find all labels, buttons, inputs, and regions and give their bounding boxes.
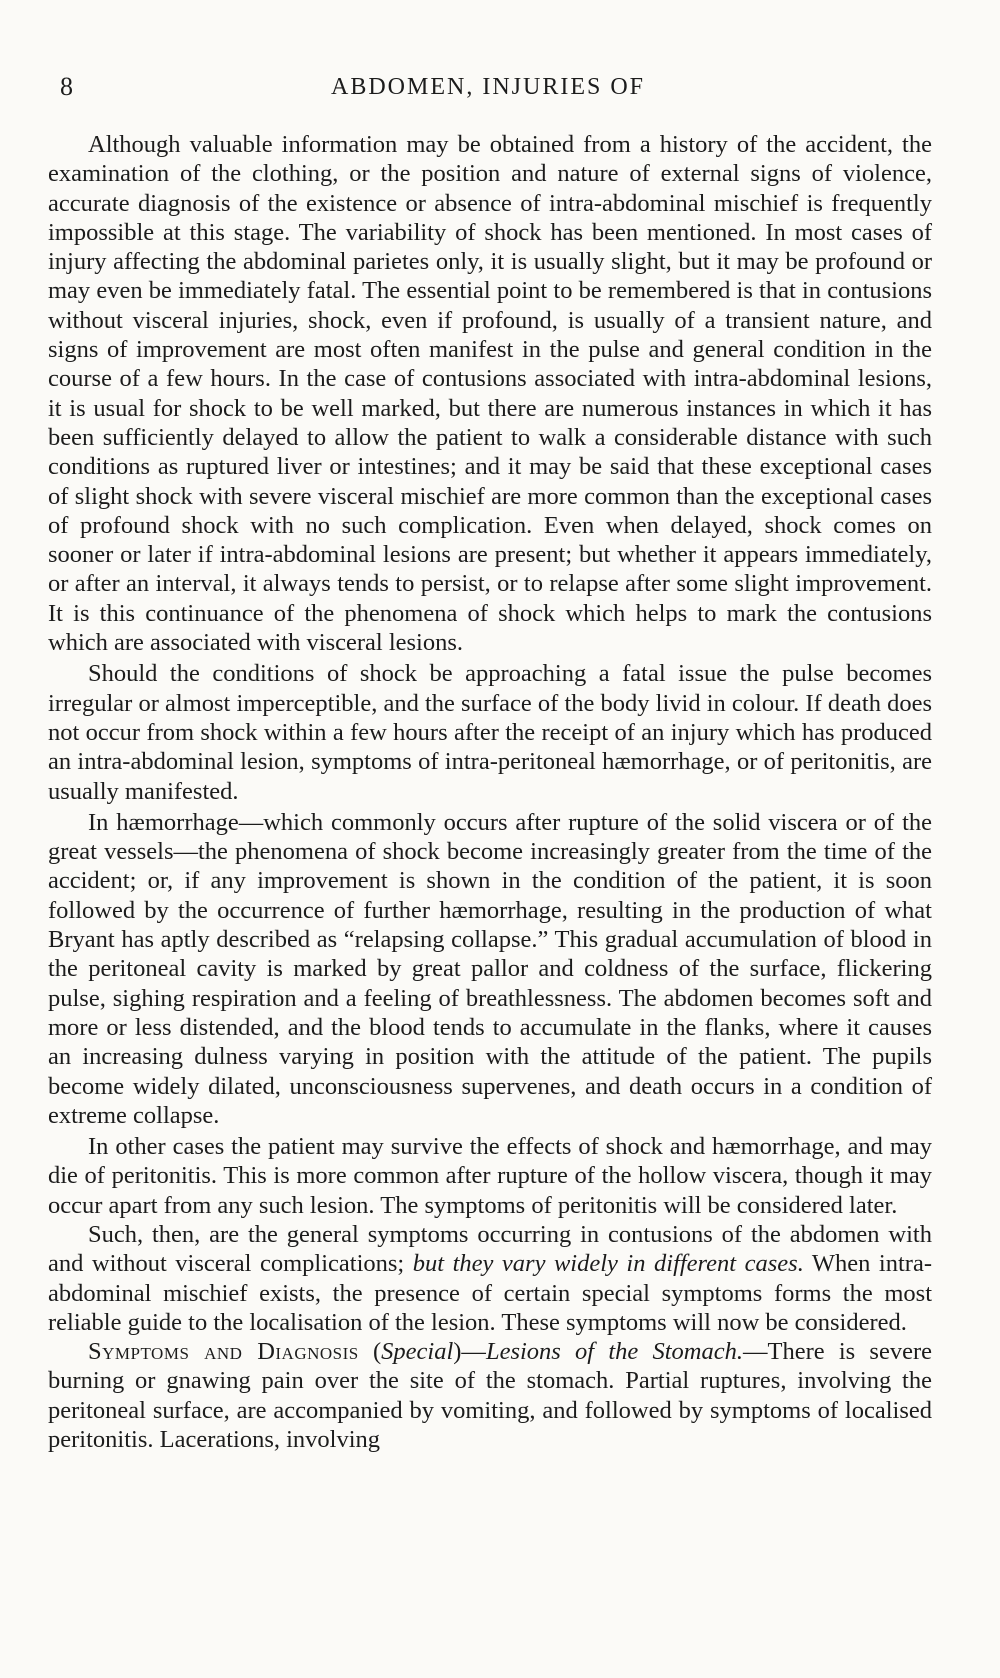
paragraph-6-italic-subhead: Lesions of the Stomach.	[485, 1338, 743, 1366]
paragraph-5-text-after: When intra-abdominal mischief exists, the presence of certain special symptoms forms the most reliable guide to the localisation of the lesion. These symptoms will now be considered.	[48, 1250, 932, 1336]
page-header	[48, 72, 928, 112]
paragraph-2: Should the conditions of shock be approaching a fatal issue the pulse becomes irregular or almost imperceptible, and the surface of the body livid in colour. If death does not occur from shock within a few hours after the receipt of an injury which has produced an intra-abdominal lesion, symptoms of intra-peritoneal hæmorrhage, or of peritonitis, are usually manifested.	[48, 660, 932, 805]
paragraph-6-italic-special: Special	[381, 1338, 454, 1366]
paragraph-5	[48, 1220, 932, 1337]
paragraph-6-open-paren: (	[358, 1338, 382, 1366]
page-number: 8	[60, 72, 74, 101]
paragraph-1: Although valuable information may be obtained from a history of the accident, the examination of the clothing, or the position and nature of external signs of violence, accurate diagnosis of the existence or absence of intra-abdominal mischief is frequently impossible at this stage. The variability of shock has been mentioned. In most cases of injury affecting the abdominal parietes only, it is usually slight, but it may be profound or may even be immediately fatal. The essential point to be remembered is that in contusions without visceral injuries, shock, even if profound, is usually of a transient nature, and signs of improvement are most often manifest in the pulse and general condition in the course of a few hours. In the case of contusions associated with intra-abdominal lesions, it is usual for shock to be well marked, but there are numerous instances in which it has been sufficiently delayed to allow the patient to walk a considerable distance with such conditions as ruptured liver or intestines; and it may be said that these exceptional cases of slight shock with severe visceral mischief are more common than the exceptional cases of profound shock with no such complication. Even when delayed, shock comes on sooner or later if intra-abdominal lesions are present; but whether it appears immediately, or after an interval, it always tends to persist, or to relapse after some slight improvement. It is this continuance of the phenomena of shock which helps to mark the contusions which are associated with visceral lesions.	[48, 131, 932, 657]
paragraph-3: In hæmorrhage—which commonly occurs after rupture of the solid viscera or of the great vessels—the phenomena of shock become increasingly greater from the time of the accident; or, if any improvement is shown in the condition of the patient, it is soon followed by the occurrence of further hæmorrhage, resulting in the production of what Bryant has aptly described as “relapsing collapse.” This gradual accumulation of blood in the peritoneal cavity is marked by great pallor and coldness of the surface, flickering pulse, sighing respiration and a feeling of breathlessness. The abdomen becomes soft and more or less distended, and the blood tends to accumulate in the flanks, where it causes an increasing dulness varying in position with the attitude of the patient. The pupils become widely dilated, unconsciousness supervenes, and death occurs in a condition of extreme collapse.	[48, 808, 932, 1129]
paragraph-5-text-before: Such, then, are the general symptoms occurring in contusions of the abdomen with and without visceral complications;	[48, 1220, 932, 1278]
paragraph-6	[48, 1337, 932, 1454]
paragraph-5-italic: but they vary widely in different cases.	[412, 1250, 804, 1278]
paragraph-6-close-paren: )—	[453, 1338, 486, 1366]
body-text	[48, 130, 932, 1454]
paragraph-6-text-after: —There is severe burning or gnawing pain over the site of the stomach. Partial ruptures, involving the peritoneal surface, are accompanied by vomiting, and followed by symptoms of localised peritonitis. Lacerations, involving	[48, 1338, 932, 1454]
running-head: ABDOMEN, INJURIES OF	[330, 74, 646, 100]
paragraph-4: In other cases the patient may survive the effects of shock and hæmorrhage, and may die of peritonitis. This is more common after rupture of the hollow viscera, though it may occur apart from any such lesion. The symptoms of peritonitis will be considered later.	[48, 1133, 932, 1219]
section-lead-heading: Symptoms and Diagnosis	[88, 1338, 359, 1366]
